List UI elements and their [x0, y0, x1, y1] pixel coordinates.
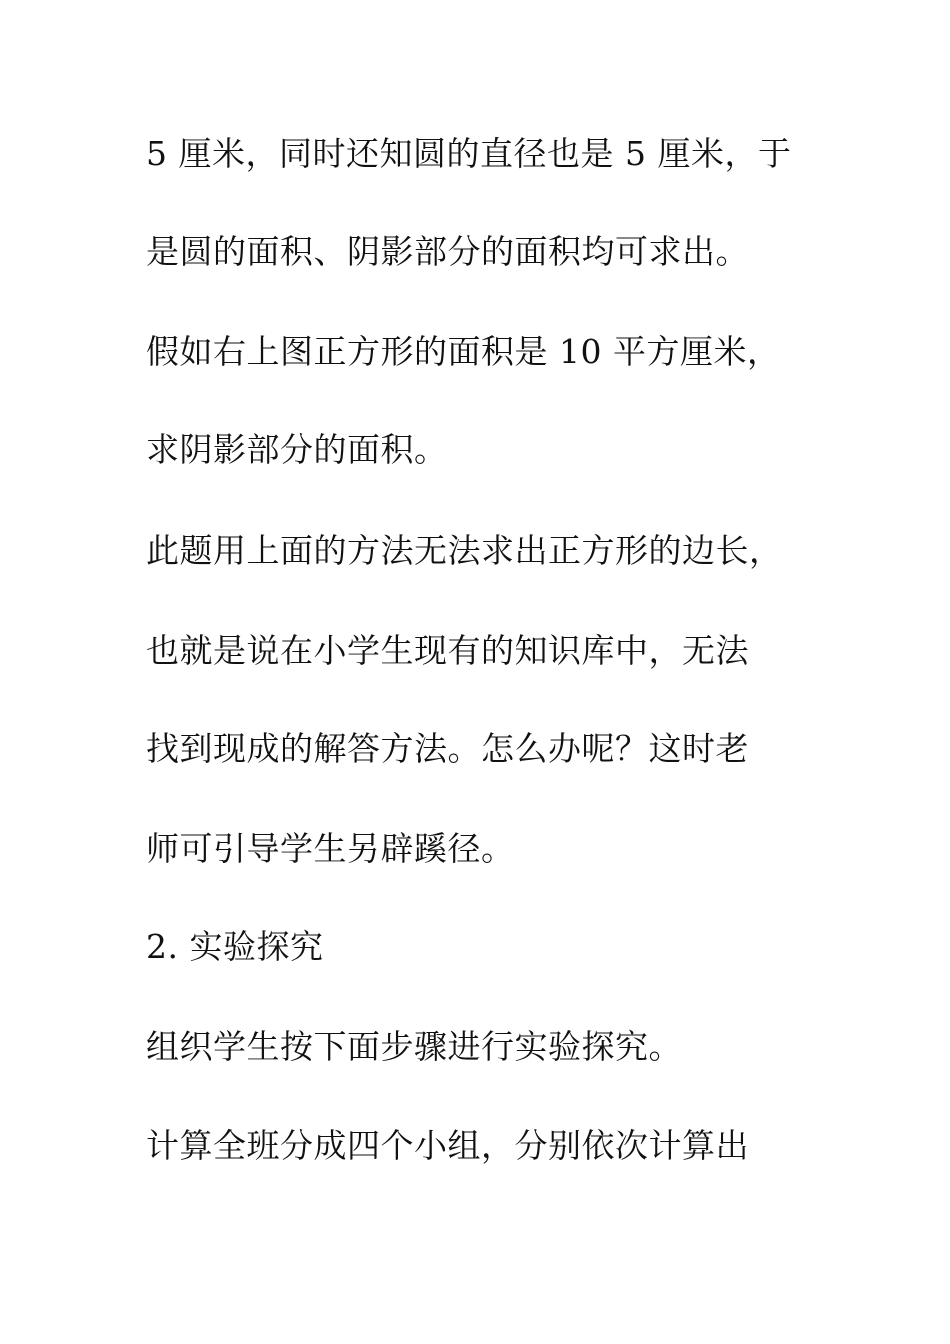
paragraph-line: 是圆的面积、阴影部分的面积均可求出。	[146, 232, 749, 271]
paragraph-line: 5 厘米，同时还知圆的直径也是 5 厘米，于	[146, 134, 792, 173]
paragraph-line: 也就是说在小学生现有的知识库中，无法	[146, 631, 749, 670]
paragraph-line: 求阴影部分的面积。	[146, 430, 448, 469]
paragraph-line: 组织学生按下面步骤进行实验探究。	[146, 1027, 682, 1066]
paragraph-line: 假如右上图正方形的面积是 10 平方厘米，	[146, 332, 781, 371]
paragraph-line: 师可引导学生另辟蹊径。	[146, 829, 515, 868]
section-heading: 2. 实验探究	[146, 927, 324, 966]
paragraph-line: 计算全班分成四个小组，分别依次计算出	[146, 1126, 749, 1165]
paragraph-line: 找到现成的解答方法。怎么办呢？这时老	[146, 729, 749, 768]
paragraph-line: 此题用上面的方法无法求出正方形的边长，	[146, 531, 783, 570]
